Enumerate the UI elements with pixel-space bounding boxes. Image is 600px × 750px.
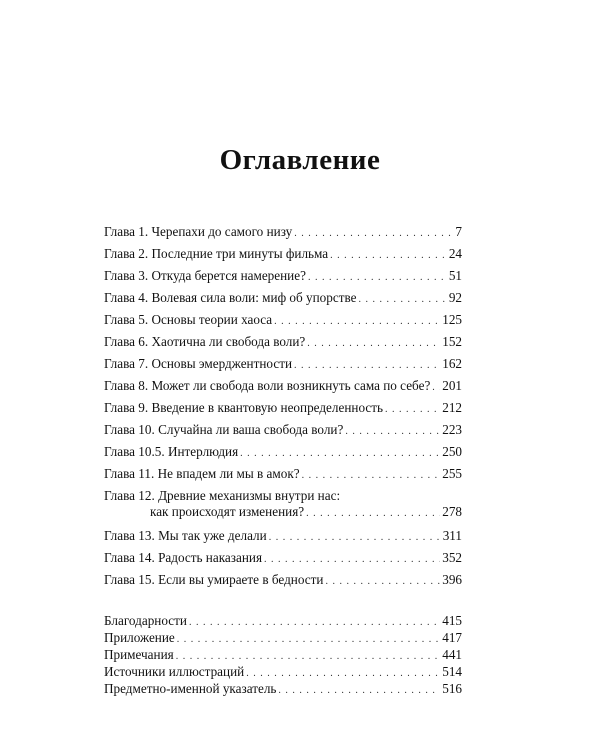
chapter-number: Глава 10.5. <box>104 444 165 459</box>
leader-dots <box>302 468 441 484</box>
toc-entry <box>104 246 462 264</box>
chapter-number: Глава 14. <box>104 550 155 565</box>
leader-dots <box>176 649 441 665</box>
toc-entry <box>104 630 462 648</box>
toc-entry <box>104 647 462 665</box>
toc-entry <box>104 400 462 418</box>
toc-entry <box>104 444 462 462</box>
toc-entry <box>104 422 462 440</box>
toc-entry <box>104 312 462 330</box>
section-title: Предметно-именной указатель <box>104 681 277 696</box>
page-number: 396 <box>442 572 462 587</box>
page-number: 352 <box>442 550 462 565</box>
leader-dots <box>345 424 440 440</box>
leader-dots <box>306 506 440 522</box>
chapter-number: Глава 3. <box>104 268 149 283</box>
page-number: 278 <box>442 504 462 519</box>
chapter-number: Глава 1. <box>104 224 149 239</box>
toc-entry <box>104 550 462 568</box>
section-title: Приложение <box>104 630 175 645</box>
chapter-number: Глава 7. <box>104 356 149 371</box>
chapter-title: Случайна ли ваша свобода воли? <box>158 422 344 437</box>
page-number: 514 <box>442 664 462 679</box>
leader-dots <box>269 530 441 546</box>
section-title: Примечания <box>104 647 174 662</box>
page-number: 212 <box>442 400 462 415</box>
page-number: 162 <box>442 356 462 371</box>
toc-entry <box>104 528 462 546</box>
leader-dots <box>177 632 440 648</box>
chapter-title: Мы так уже делали <box>158 528 267 543</box>
chapter-number: Глава 2. <box>104 246 149 261</box>
page-number: 152 <box>442 334 462 349</box>
chapter-number: Глава 9. <box>104 400 149 415</box>
page-number: 223 <box>442 422 462 437</box>
leader-dots <box>307 336 440 352</box>
chapter-title: Интерлюдия <box>167 444 239 459</box>
page-number: 201 <box>442 378 462 393</box>
page-number: 125 <box>442 312 462 327</box>
chapter-title: Волевая сила воли: миф об упорстве <box>151 290 357 305</box>
chapter-number: Глава 4. <box>104 290 149 305</box>
leader-dots <box>325 574 440 590</box>
page-number: 24 <box>448 246 462 261</box>
leader-dots <box>189 615 440 631</box>
page-number: 7 <box>455 224 462 239</box>
section-title: Источники иллюстраций <box>104 664 245 679</box>
chapter-number: Глава 12. <box>104 488 155 503</box>
chapter-title: Основы теории хаоса <box>151 312 273 327</box>
chapter-title: Черепахи до самого низу <box>151 224 293 239</box>
leader-dots <box>330 248 447 264</box>
leader-dots <box>246 666 440 682</box>
toc-entry <box>104 224 462 242</box>
page-number: 92 <box>448 290 462 305</box>
chapter-number: Глава 11. <box>104 466 155 481</box>
section-title: Благодарности <box>104 613 187 628</box>
chapter-number: Глава 6. <box>104 334 149 349</box>
toc-entry <box>104 268 462 286</box>
toc-entry <box>104 334 462 352</box>
page-number: 51 <box>448 268 462 283</box>
chapter-number: Глава 10. <box>104 422 155 437</box>
page-number: 441 <box>442 647 462 662</box>
toc-entry <box>104 681 462 699</box>
leader-dots <box>294 226 453 242</box>
leader-dots <box>278 683 440 699</box>
toc-entry <box>104 356 462 374</box>
leader-dots <box>274 314 440 330</box>
chapter-title: Хаотична ли свобода воли? <box>151 334 306 349</box>
page-number: 516 <box>442 681 462 696</box>
page-number: 415 <box>442 613 462 628</box>
toc-entry <box>104 572 462 590</box>
page-number: 250 <box>442 444 462 459</box>
chapter-title: Может ли свобода воли возникнуть сама по себе? <box>151 378 431 393</box>
toc-entry <box>104 378 462 396</box>
leader-dots <box>432 380 440 396</box>
chapter-number: Глава 13. <box>104 528 155 543</box>
leader-dots <box>264 552 440 568</box>
chapter-number: Глава 5. <box>104 312 149 327</box>
chapter-title: Откуда берется намерение? <box>151 268 306 283</box>
toc-entry <box>104 613 462 631</box>
chapter-title-continued: как происходят изменения? <box>150 504 305 519</box>
toc-entry <box>104 664 462 682</box>
chapter-title: Древние механизмы внутри нас: <box>158 488 341 503</box>
page-number: 255 <box>442 466 462 481</box>
leader-dots <box>308 270 447 286</box>
chapter-title: Если вы умираете в бедности <box>158 572 324 587</box>
chapter-title: Радость наказания <box>158 550 263 565</box>
chapter-number: Глава 8. <box>104 378 149 393</box>
chapter-number: Глава 15. <box>104 572 155 587</box>
chapter-title: Не впадем ли мы в амок? <box>157 466 300 481</box>
chapter-title: Введение в квантовую неопределенность <box>151 400 384 415</box>
page-number: 311 <box>442 528 462 543</box>
chapter-title: Последние три минуты фильма <box>151 246 329 261</box>
leader-dots <box>385 402 440 418</box>
toc-entry <box>104 466 462 484</box>
leader-dots <box>359 292 447 308</box>
toc-entry <box>104 290 462 308</box>
leader-dots <box>294 358 440 374</box>
page-title: Оглавление <box>219 144 381 176</box>
page-number: 417 <box>442 630 462 645</box>
toc-entry <box>104 488 462 522</box>
chapter-title: Основы эмерджентности <box>151 356 293 371</box>
leader-dots <box>240 446 440 462</box>
